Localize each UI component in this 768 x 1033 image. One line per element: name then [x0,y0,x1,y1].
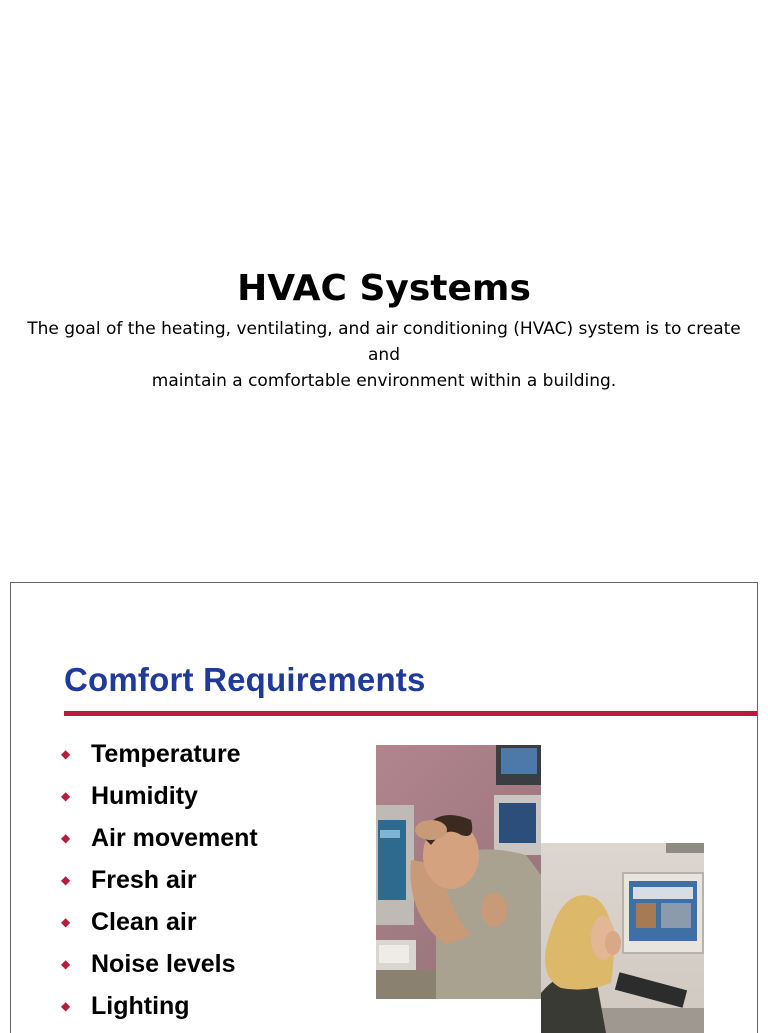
header [0,262,768,394]
bullet-label: Lighting [91,991,190,1020]
bullet-label: Fresh air [91,865,197,894]
bullet-label: Clean air [91,907,197,936]
list-item [61,943,258,985]
bullet-label: Humidity [91,781,198,810]
description-line-1: The goal of the heating, ventilating, and air conditioning (HVAC) system is to create [27,319,741,339]
list-item [61,985,258,1027]
heading-rule [64,711,758,716]
slide-frame [10,582,758,1033]
stressed-man-illustration [376,745,541,999]
bullet-icon: ◆ [61,747,71,761]
bullet-icon: ◆ [61,873,71,887]
bullet-icon: ◆ [61,789,71,803]
bullet-icon: ◆ [61,999,71,1013]
woman-phone-photo [541,843,704,1033]
bullet-label: Air movement [91,823,258,852]
page-title: HVAC Systems [237,268,531,309]
list-item [61,775,258,817]
bullet-list [61,733,258,1027]
list-item [61,901,258,943]
description-line-2: and [368,345,400,365]
bullet-icon: ◆ [61,957,71,971]
stressed-man-photo [376,745,541,999]
bullet-icon: ◆ [61,915,71,929]
bullet-label: Noise levels [91,949,236,978]
bullet-label: Temperature [91,739,241,768]
list-item [61,859,258,901]
slide-heading: Comfort Requirements [64,661,426,698]
woman-phone-illustration [541,843,704,1033]
description-line-3: maintain a comfortable environment within a building. [151,371,617,391]
bullet-icon: ◆ [61,831,71,845]
list-item [61,733,258,775]
list-item [61,817,258,859]
